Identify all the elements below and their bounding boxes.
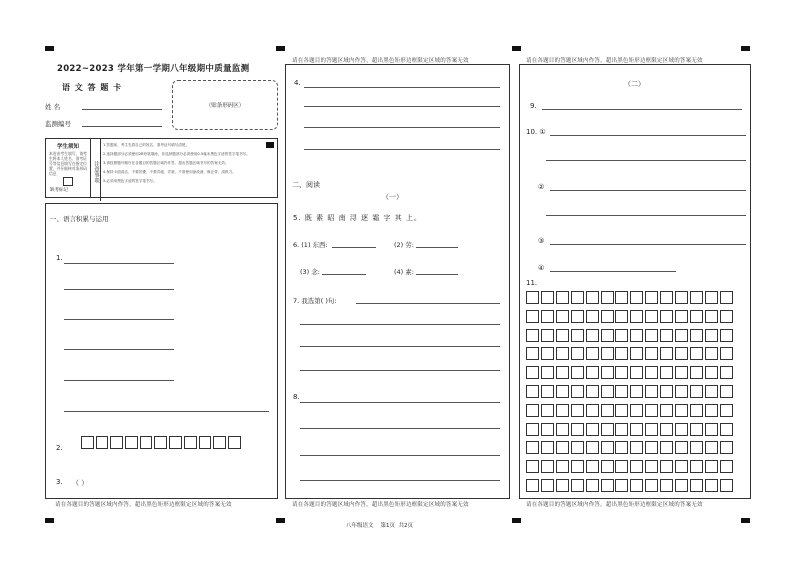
essay-cell[interactable] — [660, 310, 673, 323]
q3-label: 3. — [56, 478, 63, 486]
essay-cell[interactable] — [571, 310, 584, 323]
essay-cell[interactable] — [645, 479, 658, 492]
essay-cell[interactable] — [705, 460, 718, 473]
essay-cell[interactable] — [586, 479, 599, 492]
essay-cell[interactable] — [571, 423, 584, 436]
essay-cell[interactable] — [526, 423, 539, 436]
essay-cell[interactable] — [720, 366, 733, 379]
essay-cell[interactable] — [586, 347, 599, 360]
essay-cell[interactable] — [660, 404, 673, 417]
q6-2-label: (2) 劳: — [394, 241, 414, 249]
sub-section-two: （二） — [624, 80, 645, 88]
q10-label: 10. ① — [526, 128, 546, 136]
q7-label: 7. 我选第( )句: — [293, 297, 337, 305]
essay-cell[interactable] — [541, 329, 554, 342]
essay-cell[interactable] — [705, 329, 718, 342]
essay-cell[interactable] — [645, 347, 658, 360]
q10-2-label: ② — [538, 183, 545, 191]
attention-item: 2.选择题部分必须使用2B铅笔填涂，非选择题部分必须使用0.5毫米黑色字迹的签字笔书写。 — [103, 152, 250, 156]
essay-cell[interactable] — [586, 423, 599, 436]
essay-cell[interactable] — [645, 460, 658, 473]
q6-3-answer-line[interactable] — [322, 274, 366, 275]
q6-2-answer-line[interactable] — [416, 247, 458, 248]
registration-mark — [512, 518, 521, 523]
essay-cell[interactable] — [690, 310, 703, 323]
essay-cell[interactable] — [586, 366, 599, 379]
char-cell[interactable] — [81, 436, 94, 449]
essay-cell[interactable] — [690, 404, 703, 417]
essay-cell[interactable] — [526, 479, 539, 492]
student-notice-text: 本卷由考生填写，请考生将本人姓名、准考证号等信息填写在指定位置，并仔细核对条形码信息 — [49, 151, 87, 176]
q9-label: 9. — [530, 102, 537, 110]
answer-panel-section2 — [285, 64, 510, 499]
essay-cell[interactable] — [645, 441, 658, 454]
essay-cell[interactable] — [660, 423, 673, 436]
q7-answer-line[interactable] — [300, 370, 500, 371]
essay-cell[interactable] — [541, 404, 554, 417]
essay-cell[interactable] — [720, 404, 733, 417]
essay-cell[interactable] — [675, 347, 688, 360]
q4-answer-line[interactable] — [304, 127, 500, 128]
essay-cell[interactable] — [705, 291, 718, 304]
essay-cell[interactable] — [541, 423, 554, 436]
q10-2-answer-line[interactable] — [550, 190, 746, 191]
essay-cell[interactable] — [556, 347, 569, 360]
q4-label: 4. — [294, 79, 301, 87]
essay-cell[interactable] — [675, 291, 688, 304]
absent-label: 缺考标记 — [50, 188, 68, 193]
q1-answer-line[interactable] — [64, 411, 269, 412]
essay-cell[interactable] — [675, 385, 688, 398]
essay-cell[interactable] — [601, 310, 614, 323]
attention-list — [103, 141, 271, 186]
attention-item: 3.请按照题号顺序在各题目的答题区域内作答，超出答题区域书写的答案无效。 — [103, 161, 229, 165]
essay-cell[interactable] — [586, 329, 599, 342]
essay-cell[interactable] — [556, 423, 569, 436]
essay-cell[interactable] — [556, 404, 569, 417]
q5-text: 5. 既 素 昭 南 浔 逐 霜 字 其 上。 — [293, 214, 422, 222]
essay-cell[interactable] — [526, 404, 539, 417]
essay-cell[interactable] — [690, 347, 703, 360]
page-footer: 八年级语文 第1页 共2页 — [346, 523, 413, 529]
essay-cell[interactable] — [556, 329, 569, 342]
char-cell[interactable] — [110, 436, 123, 449]
q6-4-answer-line[interactable] — [416, 274, 458, 275]
essay-cell[interactable] — [586, 291, 599, 304]
q1-answer-line[interactable] — [64, 319, 174, 320]
essay-cell[interactable] — [645, 310, 658, 323]
essay-cell[interactable] — [601, 441, 614, 454]
essay-cell[interactable] — [630, 347, 643, 360]
essay-cell[interactable] — [720, 385, 733, 398]
essay-cell[interactable] — [571, 329, 584, 342]
essay-cell[interactable] — [630, 310, 643, 323]
char-cell[interactable] — [228, 436, 241, 449]
registration-mark — [741, 518, 750, 523]
q1-answer-line[interactable] — [64, 380, 174, 381]
essay-cell[interactable] — [645, 329, 658, 342]
q3-bracket[interactable]: （ ） — [72, 479, 89, 487]
essay-cell[interactable] — [645, 366, 658, 379]
essay-cell[interactable] — [526, 291, 539, 304]
essay-cell[interactable] — [526, 460, 539, 473]
essay-cell[interactable] — [601, 460, 614, 473]
essay-cell[interactable] — [660, 460, 673, 473]
student-notice-label: 学生须知 — [56, 144, 79, 150]
essay-cell[interactable] — [705, 385, 718, 398]
essay-cell[interactable] — [675, 479, 688, 492]
essay-cell[interactable] — [630, 404, 643, 417]
essay-cell[interactable] — [660, 366, 673, 379]
essay-cell[interactable] — [630, 441, 643, 454]
essay-cell[interactable] — [660, 329, 673, 342]
char-cell[interactable] — [125, 436, 138, 449]
boundary-notice: 请在各题目的答题区域内作答，超出黑色矩形边框限定区域的答案无效 — [292, 502, 469, 508]
essay-cell[interactable] — [615, 441, 628, 454]
essay-cell[interactable] — [690, 366, 703, 379]
essay-cell[interactable] — [720, 347, 733, 360]
page-subtitle: 语 文 答 题 卡 — [62, 83, 123, 92]
essay-cell[interactable] — [615, 291, 628, 304]
essay-cell[interactable] — [601, 329, 614, 342]
q7-answer-line[interactable] — [300, 346, 500, 347]
essay-cell[interactable] — [571, 366, 584, 379]
essay-cell[interactable] — [690, 460, 703, 473]
q7-answer-line[interactable] — [356, 303, 500, 304]
q10-2-answer-line[interactable] — [546, 215, 746, 216]
essay-cell[interactable] — [541, 366, 554, 379]
essay-cell[interactable] — [615, 460, 628, 473]
q4-answer-line[interactable] — [304, 149, 500, 150]
essay-cell[interactable] — [586, 404, 599, 417]
instruction-box — [45, 138, 278, 198]
essay-cell[interactable] — [705, 479, 718, 492]
registration-mark — [741, 46, 750, 51]
essay-cell[interactable] — [615, 385, 628, 398]
essay-cell[interactable] — [705, 310, 718, 323]
boundary-notice: 请在各题目的答题区域内作答，超出黑色矩形边框限定区域的答案无效 — [526, 58, 703, 64]
q6-3-label: (3) 念: — [300, 268, 320, 276]
char-cell[interactable] — [140, 436, 153, 449]
essay-cell[interactable] — [541, 460, 554, 473]
essay-cell[interactable] — [720, 479, 733, 492]
essay-cell[interactable] — [690, 423, 703, 436]
essay-cell[interactable] — [660, 347, 673, 360]
attention-item: 1.答题前，考生先将自己的姓名、准考证号填写清楚。 — [103, 143, 190, 147]
essay-cell[interactable] — [601, 423, 614, 436]
q8-answer-line[interactable] — [300, 455, 500, 456]
essay-cell[interactable] — [615, 329, 628, 342]
essay-cell[interactable] — [571, 385, 584, 398]
essay-cell[interactable] — [705, 423, 718, 436]
q6-1-label: 6. (1) 东西: — [293, 241, 328, 249]
essay-cell[interactable] — [615, 310, 628, 323]
sub-section-one: （一） — [382, 193, 403, 201]
essay-cell[interactable] — [526, 310, 539, 323]
reading-title: 二、阅读 — [292, 181, 320, 189]
q10-4-answer-line[interactable] — [550, 271, 676, 272]
q2-char-grid[interactable] — [81, 436, 242, 449]
essay-cell[interactable] — [571, 404, 584, 417]
attention-item: 4.保持卡面清洁，不要折叠、不要弄破、弄皱，不准使用涂改液、修正带、刮纸刀。 — [103, 170, 236, 174]
essay-cell[interactable] — [526, 385, 539, 398]
essay-cell[interactable] — [675, 423, 688, 436]
essay-cell[interactable] — [541, 385, 554, 398]
essay-cell[interactable] — [571, 347, 584, 360]
essay-cell[interactable] — [630, 366, 643, 379]
essay-cell[interactable] — [645, 404, 658, 417]
essay-cell[interactable] — [601, 479, 614, 492]
essay-cell[interactable] — [720, 423, 733, 436]
q4-answer-line[interactable] — [304, 87, 500, 88]
essay-cell[interactable] — [541, 347, 554, 360]
answer-panel-section3 — [519, 64, 751, 499]
essay-cell[interactable] — [720, 291, 733, 304]
q6-4-label: (4) 素: — [394, 268, 414, 276]
essay-cell[interactable] — [541, 310, 554, 323]
essay-cell[interactable] — [556, 385, 569, 398]
essay-cell[interactable] — [571, 291, 584, 304]
essay-cell[interactable] — [541, 291, 554, 304]
essay-cell[interactable] — [571, 479, 584, 492]
q11-label: 11. — [526, 279, 538, 287]
essay-cell[interactable] — [660, 385, 673, 398]
essay-cell[interactable] — [556, 291, 569, 304]
q1-answer-line[interactable] — [64, 263, 174, 264]
q10-3-label: ③ — [538, 237, 545, 245]
name-field[interactable] — [82, 109, 162, 110]
barcode-label: （贴条形码区） — [205, 103, 245, 109]
attention-item: 5.必须用黑色字迹的签字笔书写。 — [103, 179, 157, 183]
name-label: 姓 名 — [45, 103, 61, 111]
exam-id-field[interactable] — [82, 126, 162, 127]
essay-cell[interactable] — [526, 347, 539, 360]
registration-mark — [45, 46, 54, 51]
essay-cell[interactable] — [630, 460, 643, 473]
q1-answer-line[interactable] — [64, 289, 174, 290]
essay-cell[interactable] — [690, 385, 703, 398]
q8-answer-line[interactable] — [300, 480, 500, 481]
essay-cell[interactable] — [556, 441, 569, 454]
char-cell[interactable] — [96, 436, 109, 449]
essay-cell[interactable] — [556, 366, 569, 379]
q4-answer-line[interactable] — [304, 106, 500, 107]
essay-cell[interactable] — [630, 479, 643, 492]
essay-cell[interactable] — [630, 291, 643, 304]
essay-cell[interactable] — [615, 347, 628, 360]
essay-cell[interactable] — [660, 291, 673, 304]
barcode-area — [172, 80, 278, 130]
essay-cell[interactable] — [645, 291, 658, 304]
char-cell[interactable] — [169, 436, 182, 449]
essay-cell[interactable] — [586, 460, 599, 473]
essay-cell[interactable] — [615, 423, 628, 436]
q1-label: 1. — [56, 254, 63, 262]
essay-cell[interactable] — [601, 404, 614, 417]
boundary-notice: 请在各题目的答题区域内作答，超出黑色矩形边框限定区域的答案无效 — [292, 58, 469, 64]
q6-1-answer-line[interactable] — [332, 247, 376, 248]
boundary-notice: 请在各题目的答题区域内作答，超出黑色矩形边框限定区域的答案无效 — [526, 502, 703, 508]
q9-answer-line[interactable] — [542, 109, 742, 110]
q8-answer-line[interactable] — [300, 402, 500, 403]
essay-cell[interactable] — [645, 385, 658, 398]
exam-id-label: 监测编号 — [45, 120, 71, 128]
essay-cell[interactable] — [705, 404, 718, 417]
q7-answer-line[interactable] — [300, 324, 500, 325]
essay-cell[interactable] — [630, 385, 643, 398]
essay-cell[interactable] — [601, 291, 614, 304]
essay-cell[interactable] — [675, 366, 688, 379]
essay-cell[interactable] — [720, 441, 733, 454]
essay-cell[interactable] — [526, 329, 539, 342]
essay-cell[interactable] — [541, 441, 554, 454]
essay-cell[interactable] — [720, 460, 733, 473]
essay-cell[interactable] — [615, 404, 628, 417]
essay-cell[interactable] — [705, 441, 718, 454]
essay-cell[interactable] — [571, 460, 584, 473]
essay-cell[interactable] — [630, 423, 643, 436]
answer-panel-section1 — [45, 203, 278, 499]
essay-cell[interactable] — [675, 460, 688, 473]
absent-checkbox[interactable] — [63, 177, 73, 186]
essay-cell[interactable] — [526, 366, 539, 379]
essay-cell[interactable] — [690, 441, 703, 454]
q10-1-answer-line[interactable] — [550, 135, 746, 136]
registration-mark — [266, 142, 274, 148]
essay-cell[interactable] — [615, 366, 628, 379]
q1-answer-line[interactable] — [64, 349, 174, 350]
essay-cell[interactable] — [556, 479, 569, 492]
q10-1-answer-line[interactable] — [546, 160, 746, 161]
essay-cell[interactable] — [720, 310, 733, 323]
essay-cell[interactable] — [660, 441, 673, 454]
essay-cell[interactable] — [601, 366, 614, 379]
essay-cell[interactable] — [675, 310, 688, 323]
char-cell[interactable] — [154, 436, 167, 449]
q10-4-label: ④ — [538, 264, 545, 272]
essay-cell[interactable] — [541, 479, 554, 492]
q8-label: 8. — [293, 393, 300, 401]
essay-cell[interactable] — [645, 423, 658, 436]
page-title: 2022~2023 学年第一学期八年级期中质量监测 — [57, 64, 250, 74]
essay-cell[interactable] — [690, 479, 703, 492]
registration-mark — [512, 46, 521, 51]
section1-title: 一、语言积累与运用 — [50, 215, 109, 223]
essay-cell[interactable] — [556, 460, 569, 473]
essay-cell[interactable] — [705, 366, 718, 379]
q8-answer-line[interactable] — [300, 428, 500, 429]
essay-cell[interactable] — [601, 347, 614, 360]
registration-mark — [276, 46, 285, 51]
essay-cell[interactable] — [586, 310, 599, 323]
essay-cell[interactable] — [660, 479, 673, 492]
essay-cell[interactable] — [690, 291, 703, 304]
essay-cell[interactable] — [556, 310, 569, 323]
essay-cell[interactable] — [675, 329, 688, 342]
q2-label: 2. — [56, 444, 63, 452]
essay-cell[interactable] — [586, 441, 599, 454]
essay-cell[interactable] — [705, 347, 718, 360]
essay-cell[interactable] — [630, 329, 643, 342]
essay-cell[interactable] — [690, 329, 703, 342]
essay-cell[interactable] — [601, 385, 614, 398]
registration-mark — [276, 518, 285, 523]
char-cell[interactable] — [199, 436, 212, 449]
essay-cell[interactable] — [720, 329, 733, 342]
char-cell[interactable] — [184, 436, 197, 449]
essay-cell[interactable] — [526, 441, 539, 454]
essay-cell[interactable] — [675, 441, 688, 454]
essay-cell[interactable] — [586, 385, 599, 398]
attention-label: 注意事项 — [90, 139, 101, 201]
essay-cell[interactable] — [675, 404, 688, 417]
essay-cell[interactable] — [571, 441, 584, 454]
char-cell[interactable] — [213, 436, 226, 449]
essay-cell[interactable] — [615, 479, 628, 492]
registration-mark — [45, 518, 54, 523]
q10-3-answer-line[interactable] — [550, 244, 746, 245]
boundary-notice: 请在各题目的答题区域内作答，超出黑色矩形边框限定区域的答案无效 — [55, 502, 232, 508]
